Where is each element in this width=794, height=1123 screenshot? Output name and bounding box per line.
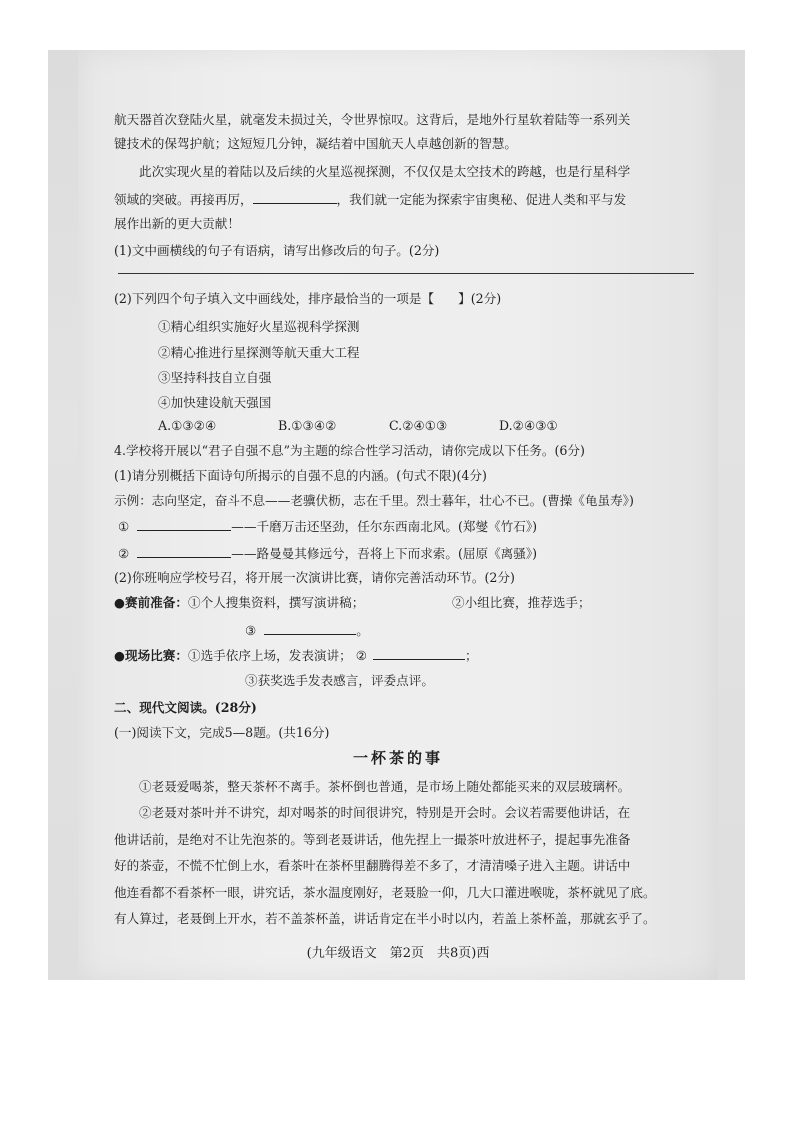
example-line: 示例：志向坚定，奋斗不息——老骥伏枥，志在千里。烈士暮年，壮心不已。(曹操《龟虽寿》)	[114, 493, 634, 508]
blank-line[interactable]	[373, 647, 465, 660]
blank-line[interactable]	[137, 518, 231, 531]
exam-page	[78, 50, 718, 980]
passage-line-4	[114, 191, 626, 208]
passage-line-4-start: 领域的突破。再接再厉，	[114, 192, 253, 207]
poem-item-1-num: ①	[118, 519, 130, 534]
poem-item-1-text: ——千磨万击还坚劲，任尔东西南北风。(郑燮《竹石》)	[231, 519, 538, 534]
choice-a[interactable]: A.①③②④	[158, 418, 217, 433]
answer-line[interactable]	[118, 273, 694, 274]
prep-step-3	[245, 622, 369, 639]
section-subheading: (一)阅读下文，完成5—8题。(共16分)	[114, 725, 330, 740]
passage-line-3: 此次实现火星的着陆以及后续的火星巡视探测，不仅仅是太空技术的跨越，也是行星科学	[139, 164, 631, 179]
choice-d[interactable]: D.②④③①	[499, 418, 558, 433]
poem-item-2-text: ——路曼曼其修远兮，吾将上下而求索。(屈原《离骚》)	[231, 546, 538, 561]
blank-line[interactable]	[137, 545, 231, 558]
poem-item-2-num: ②	[118, 546, 130, 561]
choice-c[interactable]: C.②④①③	[389, 418, 448, 433]
poem-item-2	[118, 545, 537, 562]
question-4-2: (2)你班响应学校号召，将开展一次演讲比赛，请你完善活动环节。(2分)	[114, 570, 515, 585]
passage-line-1: 航天器首次登陆火星，就毫发未损过关，令世界惊叹。这背后，是地外行星软着陆等一系列关	[114, 112, 631, 127]
prep-label: ●赛前准备：	[114, 595, 188, 610]
passage-line-4-tail: ，我们就一定能为探索宇宙奥秘、促进人类和平与发	[336, 192, 627, 207]
article-paragraph-2-line-3: 好的茶壶，不慌不忙倒上水，看茶叶在茶杯里翻腾得差不多了，才清清嗓子进入主题。讲话中	[114, 858, 631, 873]
passage-line-2: 键技术的保驾护航；这短短几分钟，凝结着中国航天人卓越创新的智慧。	[114, 136, 517, 151]
live-row	[114, 647, 478, 664]
article-paragraph-2-line-5: 有人算过，老聂倒上开水，若不盖茶杯盖，讲话肯定在半小时以内，若盖上茶杯盖，那就玄乎了。	[114, 911, 656, 926]
live-step-2-end: ；	[464, 648, 478, 663]
prep-row	[114, 595, 364, 611]
option-sentence-1: ①精心组织实施好火星巡视科学探测	[158, 319, 360, 334]
article-title: 一杯茶的事	[352, 749, 443, 767]
option-sentence-3: ③坚持科技自立自强	[158, 370, 272, 385]
article-paragraph-1: ①老聂爱喝茶，整天茶杯不离手。茶杯倒也普通，是市场上随处都能买来的双层玻璃杯。	[139, 779, 631, 794]
article-paragraph-2-line-1: ②老聂对茶叶并不讲究，却对喝茶的时间很讲究，特别是开会时。会议若需要他讲话，在	[139, 805, 631, 820]
live-step-2-num: ②	[355, 648, 367, 663]
page-footer: (九年级语文 第2页 共8页)西	[306, 946, 490, 961]
section-heading: 二、现代文阅读。(28分)	[114, 700, 257, 715]
prep-step-2: ②小组比赛，推荐选手；	[452, 595, 591, 610]
photo-background	[48, 50, 745, 980]
choice-b[interactable]: B.①③④②	[278, 418, 337, 433]
live-label: ●现场比赛：	[114, 648, 188, 663]
prep-step-3-end: 。	[356, 623, 369, 638]
blank-line[interactable]	[264, 622, 356, 635]
article-paragraph-2-line-4: 他连看都不看茶杯一眼，讲究话，茶水温度刚好，老聂脸一仰，几大口灌进喉咙，茶杯就见了底。	[114, 885, 656, 900]
option-sentence-2: ②精心推进行星探测等航天重大工程	[158, 345, 360, 360]
live-step-1: ①选手依序上场，发表演讲；	[187, 648, 352, 663]
question-3-2-text: (2)下列四个句子填入文中画线处，排序最恰当的一项是【	[114, 291, 435, 306]
question-3-1: (1)文中画横线的句子有语病，请写出修改后的句子。(2分)	[114, 243, 440, 258]
question-4-1: (1)请分别概括下面诗句所揭示的自强不息的内涵。(句式不限)(4分)	[114, 468, 487, 483]
prep-step-1: ①个人搜集资料，撰写演讲稿；	[187, 595, 365, 610]
question-3-2	[114, 291, 501, 307]
blank-line[interactable]	[253, 191, 337, 204]
passage-line-5: 展作出新的更大贡献！	[114, 216, 240, 231]
article-paragraph-2-line-2: 他讲话前，是绝对不让先泡茶的。等到老聂讲话，他先捏上一撮茶叶放进杯子，提起事先准备	[114, 832, 631, 847]
live-step-3: ③获奖选手发表感言，评委点评。	[245, 673, 434, 688]
question-4-intro: 4.学校将开展以“君子自强不息”为主题的综合性学习活动，请你完成以下任务。(6分)	[114, 443, 585, 458]
option-sentence-4: ④加快建设航天强国	[158, 395, 272, 410]
prep-step-3-num: ③	[245, 623, 257, 638]
question-3-2-end: 】(2分)	[458, 291, 502, 306]
poem-item-1	[118, 518, 537, 535]
